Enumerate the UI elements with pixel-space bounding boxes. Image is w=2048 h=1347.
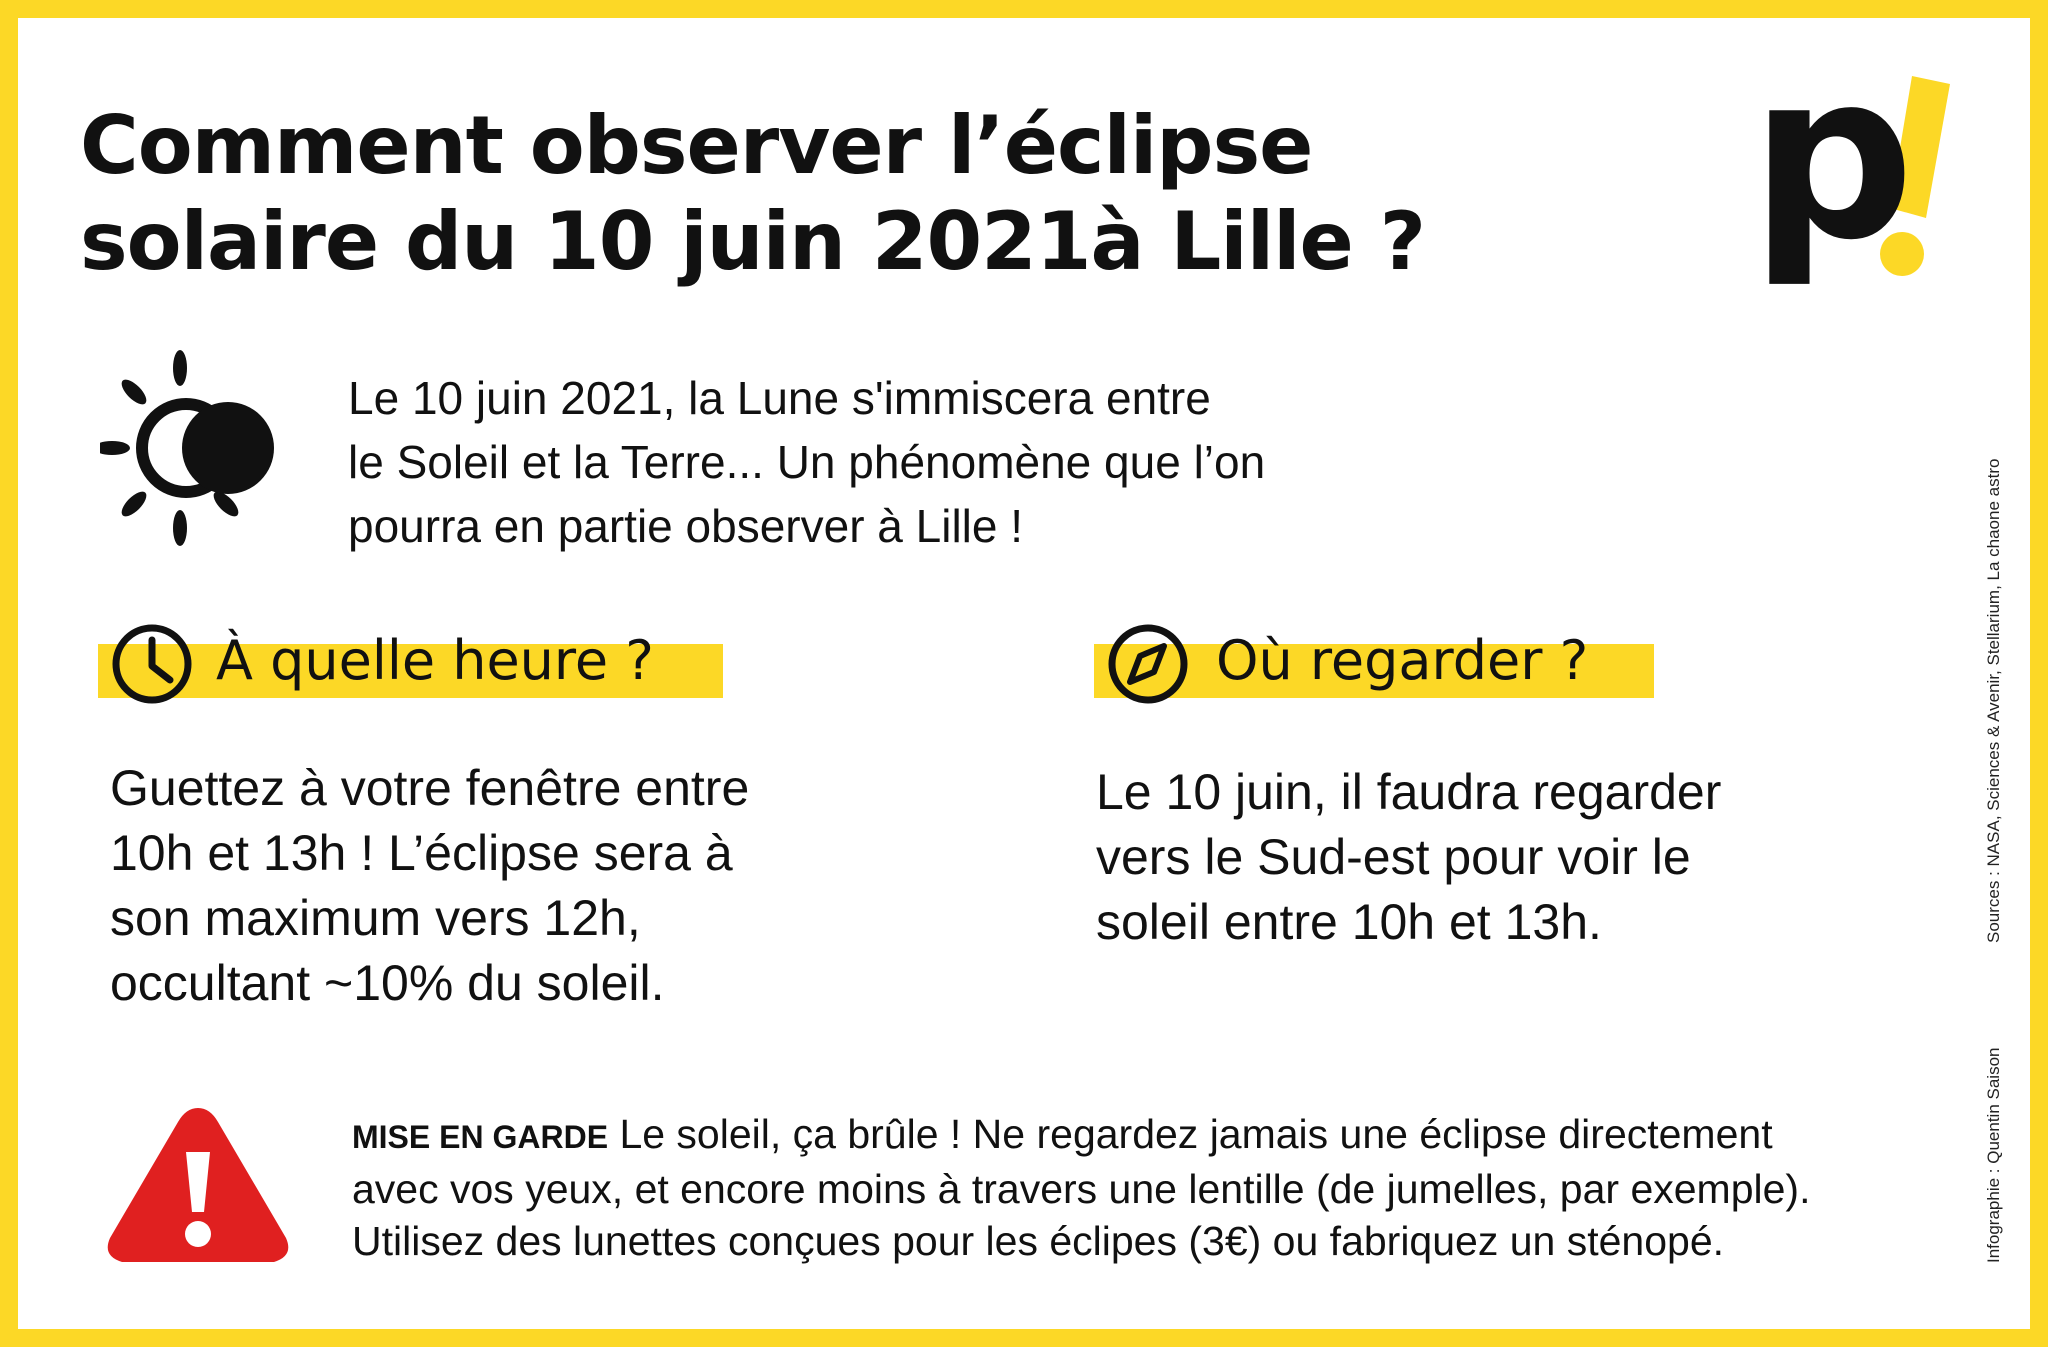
page-title [80,98,1580,290]
author-credit: Infographie : Quentin Saison [1984,1047,2003,1263]
warning-line-3: Utilisez des lunettes conçues pour les éclipes (3€) ou fabriquez un sténopé. [352,1218,1725,1264]
sources-credit: Sources : NASA, Sciences & Avenir, Stellarium, La chaone astro [1984,458,2003,943]
direction-line: Le 10 juin, il faudra regarder [1096,764,1722,820]
direction-line: vers le Sud-est pour voir le [1096,829,1691,885]
time-line: 10h et 13h ! L’éclipse sera à [110,825,733,881]
warning-line-1 [352,1108,1952,1163]
time-line: Guettez à votre fenêtre entre [110,760,750,816]
title-line-2: solaire du 10 juin 2021à Lille ? [80,195,1426,288]
brand-logo [1740,24,1970,291]
time-line: son maximum vers 12h, [110,890,641,946]
direction-description [1096,760,1721,955]
solar-eclipse-icon [100,348,290,548]
time-description [110,756,749,1016]
compass-icon [1106,622,1190,706]
intro-line: pourra en partie observer à Lille ! [348,500,1024,552]
section-heading-direction [1094,622,1654,702]
direction-line: soleil entre 10h et 13h. [1096,894,1602,950]
section-heading-label: Où regarder ? [1216,629,1589,692]
warning-icon [102,1100,294,1270]
warning-label: MISE EN GARDE [352,1119,609,1155]
title-line-1: Comment observer l’éclipse [80,99,1313,192]
intro-line: Le 10 juin 2021, la Lune s'immiscera entre [348,372,1211,424]
warning-text: Le soleil, ça brûle ! Ne regardez jamais une éclipse directement [619,1111,1773,1157]
intro-text [348,366,1548,558]
clock-icon [110,622,194,706]
section-heading-label: À quelle heure ? [216,629,654,692]
intro-line: le Soleil et la Terre... Un phénomène que l’on [348,436,1266,488]
section-heading-time [98,622,723,702]
time-line: occultant ~10% du soleil. [110,955,665,1011]
logo-letter: p [1750,24,1915,291]
warning-line-2: avec vos yeux, et encore moins à travers une lentille (de jumelles, par exemple). [352,1166,1811,1212]
infographic-card [18,18,2030,1329]
safety-warning [352,1108,1952,1267]
